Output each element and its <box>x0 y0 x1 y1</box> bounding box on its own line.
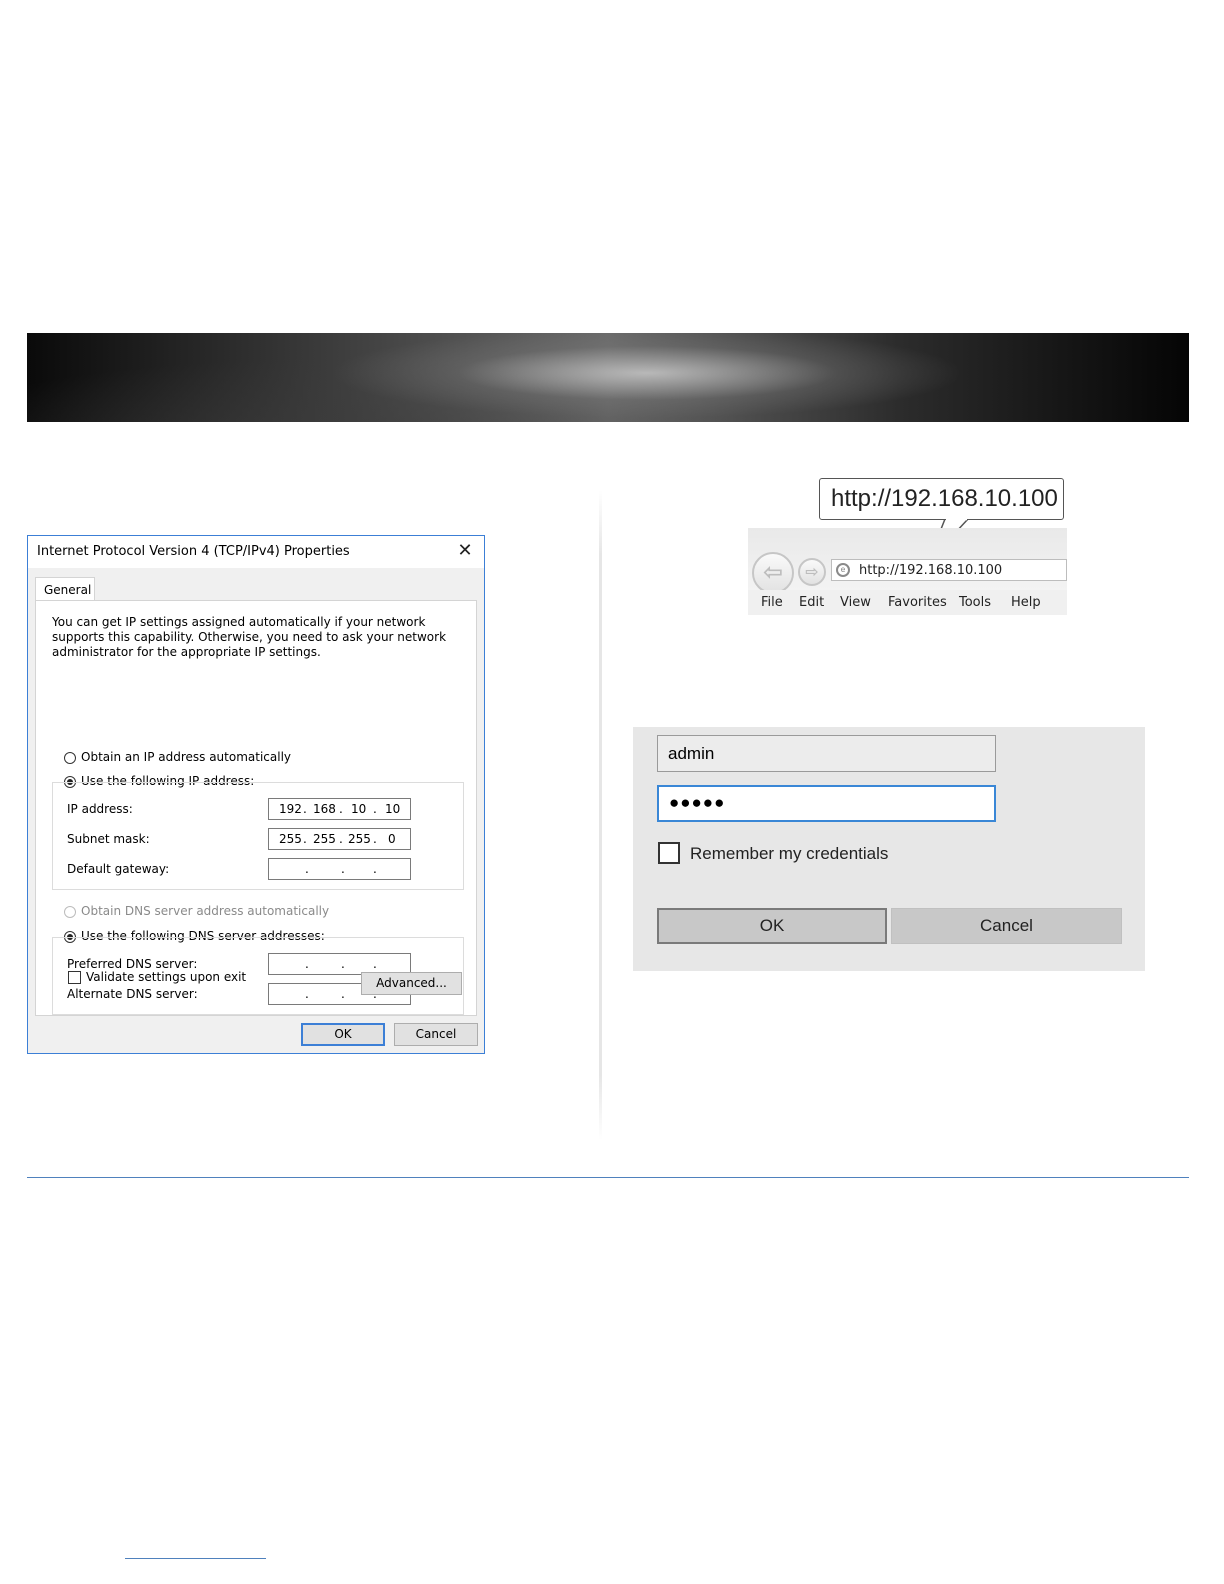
tcpip-properties-dialog <box>27 535 485 1054</box>
dialog-title: Internet Protocol Version 4 (TCP/IPv4) Properties <box>37 544 350 559</box>
footer-rule <box>27 1177 1189 1178</box>
ip-dot: . <box>373 832 377 846</box>
column-divider <box>599 490 602 1140</box>
intro-text: You can get IP settings assigned automatically if your network supports this capability. Otherwise, you need to ask your network administrator for the appropriate IP settings. <box>52 615 447 659</box>
default-gateway-label: Default gateway: <box>67 862 170 876</box>
address-url: http://192.168.10.100 <box>859 563 1003 578</box>
ip-dot: . <box>341 862 345 876</box>
ip-dot: . <box>305 987 309 1001</box>
back-arrow-icon[interactable]: ⇦ <box>752 552 794 594</box>
advanced-button[interactable]: Advanced... <box>361 972 462 995</box>
ip-dot: . <box>305 957 309 971</box>
ip-octet-2: 168 <box>313 802 336 816</box>
password-field[interactable] <box>657 785 996 822</box>
username-field[interactable] <box>657 735 996 772</box>
ip-address-label: IP address: <box>67 802 133 816</box>
subnet-octet-1: 255 <box>279 832 302 846</box>
validate-label[interactable]: Validate settings upon exit <box>86 970 247 984</box>
menu-tools[interactable]: Tools <box>959 595 992 610</box>
ip-dot: . <box>373 862 377 876</box>
username-value: admin <box>668 744 715 763</box>
dns-manual-label[interactable]: Use the following DNS server addresses: <box>81 929 325 943</box>
ie-logo-icon: e <box>836 563 850 577</box>
password-value: ●●●●● <box>669 793 726 812</box>
remember-checkbox[interactable] <box>658 842 680 864</box>
ip-dot: . <box>373 957 377 971</box>
menu-help[interactable]: Help <box>1011 595 1041 610</box>
ip-auto-radio[interactable] <box>64 752 76 764</box>
ip-octet-1: 192 <box>279 802 302 816</box>
general-pane <box>35 600 477 1016</box>
menu-view[interactable]: View <box>840 595 871 610</box>
header-banner <box>27 333 1189 422</box>
subnet-mask-field[interactable] <box>268 828 411 850</box>
url-callout <box>819 478 1064 520</box>
default-gateway-field[interactable] <box>268 858 411 880</box>
menu-edit[interactable]: Edit <box>799 595 825 610</box>
ip-dot: . <box>305 862 309 876</box>
ip-dot: . <box>339 802 343 816</box>
subnet-octet-3: 255 <box>348 832 371 846</box>
subnet-mask-label: Subnet mask: <box>67 832 150 846</box>
alternate-dns-label: Alternate DNS server: <box>67 987 198 1001</box>
callout-url-text: http://192.168.10.100 <box>831 485 1058 512</box>
footnote-rule <box>125 1558 266 1559</box>
ip-dot: . <box>341 957 345 971</box>
menu-file[interactable]: File <box>761 595 783 610</box>
subnet-octet-2: 255 <box>313 832 336 846</box>
login-cancel-button[interactable]: Cancel <box>891 908 1122 944</box>
ip-auto-label[interactable]: Obtain an IP address automatically <box>81 750 292 764</box>
menu-favorites[interactable]: Favorites <box>888 595 947 610</box>
ip-dot: . <box>303 832 307 846</box>
ip-dot: . <box>339 832 343 846</box>
forward-arrow-icon[interactable]: ⇨ <box>798 558 826 586</box>
tab-general-label: General <box>44 583 92 597</box>
menu-bar <box>748 590 1067 615</box>
ip-dot: . <box>303 802 307 816</box>
ip-octet-4: 10 <box>385 802 401 816</box>
address-bar[interactable] <box>831 559 1067 581</box>
close-icon[interactable]: ✕ <box>457 540 473 561</box>
login-panel <box>633 727 1145 971</box>
ip-dot: . <box>373 802 377 816</box>
remember-label[interactable]: Remember my credentials <box>690 844 889 863</box>
subnet-octet-4: 0 <box>388 832 396 846</box>
ip-manual-label[interactable]: Use the following IP address: <box>81 774 255 788</box>
validate-checkbox[interactable] <box>68 971 81 984</box>
tab-general[interactable] <box>35 577 95 601</box>
dialog-titlebar <box>28 536 484 568</box>
ip-octet-3: 10 <box>351 802 367 816</box>
preferred-dns-label: Preferred DNS server: <box>67 957 198 971</box>
ip-dot: . <box>341 987 345 1001</box>
ip-address-field[interactable] <box>268 798 411 820</box>
ok-button[interactable]: OK <box>301 1023 385 1046</box>
login-ok-button[interactable]: OK <box>657 908 887 944</box>
dns-auto-label[interactable]: Obtain DNS server address automatically <box>81 904 330 918</box>
dns-auto-radio[interactable] <box>64 906 76 918</box>
browser-toolbar <box>748 528 1067 615</box>
cancel-button[interactable]: Cancel <box>394 1023 478 1046</box>
